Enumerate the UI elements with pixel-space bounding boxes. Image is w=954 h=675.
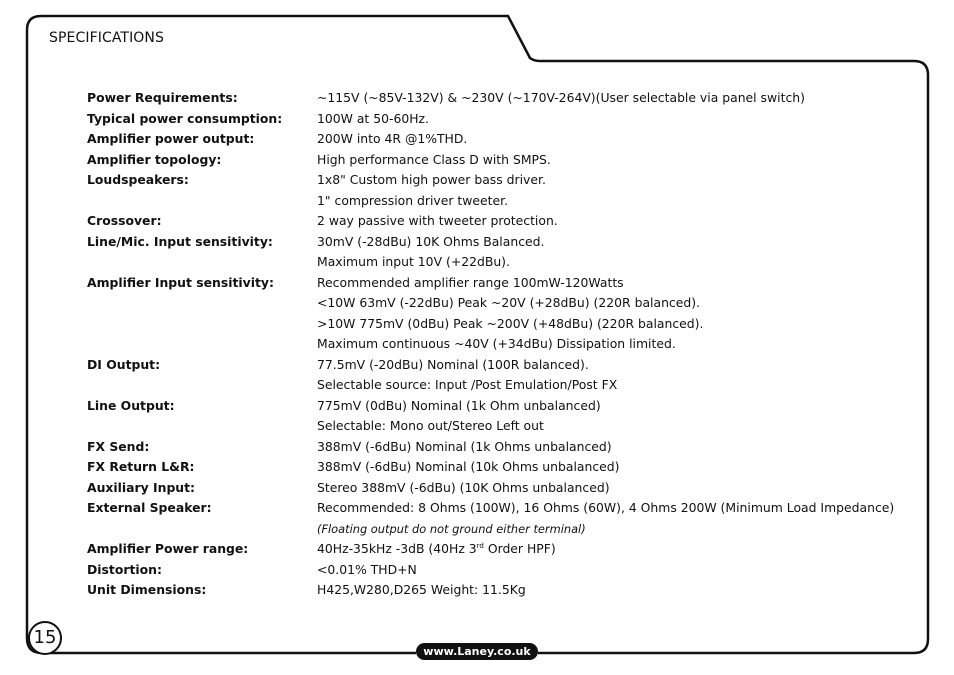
spec-label: Amplifier topology:: [87, 151, 222, 167]
spec-row: [87, 519, 907, 540]
spec-value: 388mV (-6dBu) Nominal (10k Ohms unbalanced): [317, 459, 620, 474]
spec-row: [87, 211, 907, 232]
spec-label: Crossover:: [87, 213, 162, 228]
spec-row: [87, 334, 907, 355]
spec-label: External Speaker:: [87, 500, 212, 515]
spec-value: ~115V (~85V-132V) & ~230V (~170V-264V)(User selectable via panel switch): [317, 90, 805, 105]
spec-label: Typical power consumption:: [87, 110, 283, 126]
spec-label: Distortion:: [87, 561, 162, 577]
spec-value: 30mV (-28dBu) 10K Ohms Balanced.: [317, 233, 545, 249]
spec-value: 77.5mV (-20dBu) Nominal (100R balanced).: [317, 356, 589, 372]
spec-row: [87, 129, 907, 150]
spec-row: [87, 191, 907, 212]
spec-value: Maximum input 10V (+22dBu).: [317, 254, 510, 269]
spec-label: DI Output:: [87, 356, 161, 372]
spec-row: [87, 252, 907, 273]
spec-value: Selectable: Mono out/Stereo Left out: [317, 418, 544, 433]
spec-row: [87, 437, 907, 458]
spec-value: H425,W280,D265 Weight: 11.5Kg: [317, 582, 526, 597]
spec-row: [87, 375, 907, 396]
spec-row: [87, 293, 907, 314]
page-title: SPECIFICATIONS: [49, 30, 164, 46]
spec-value: (Floating output do not ground either terminal): [317, 521, 586, 536]
spec-value-text-after: Order HPF): [483, 541, 556, 556]
spec-value: 775mV (0dBu) Nominal (1k Ohm unbalanced): [317, 397, 601, 413]
spec-row: [87, 478, 907, 499]
spec-label: Auxiliary Input:: [87, 479, 196, 495]
spec-row: [87, 498, 907, 519]
spec-value: Selectable source: Input /Post Emulation/Post FX: [317, 377, 618, 392]
spec-label: Amplifier power output:: [87, 131, 255, 146]
spec-label: Amplifier Input sensitivity:: [87, 274, 274, 290]
spec-value-superscript: rd: [476, 541, 484, 550]
spec-value: Stereo 388mV (-6dBu) (10K Ohms unbalanced): [317, 479, 610, 495]
spec-label: Unit Dimensions:: [87, 582, 207, 597]
spec-value: Recommended: 8 Ohms (100W), 16 Ohms (60W), 4 Ohms 200W (Minimum Load Impedance): [317, 500, 895, 515]
spec-row: [87, 109, 907, 130]
spec-row: [87, 580, 907, 601]
spec-label: Power Requirements:: [87, 90, 238, 105]
spec-value: <0.01% THD+N: [317, 561, 417, 577]
spec-label: Line Output:: [87, 397, 175, 413]
specifications-list: [87, 88, 907, 601]
spec-label: FX Send:: [87, 438, 150, 454]
spec-row: [87, 560, 907, 581]
spec-value: 100W at 50-60Hz.: [317, 110, 429, 126]
spec-value-text: 40Hz-35kHz -3dB (40Hz 3: [317, 541, 477, 556]
spec-value: <10W 63mV (-22dBu) Peak ~20V (+28dBu) (220R balanced).: [317, 295, 701, 310]
spec-row: [87, 273, 907, 294]
spec-row: [87, 416, 907, 437]
spec-value: 1" compression driver tweeter.: [317, 192, 509, 208]
spec-label: Amplifier Power range:: [87, 541, 249, 556]
spec-value: 2 way passive with tweeter protection.: [317, 213, 558, 228]
spec-value: 388mV (-6dBu) Nominal (1k Ohms unbalanced): [317, 438, 612, 454]
spec-label: Line/Mic. Input sensitivity:: [87, 233, 273, 249]
spec-row: [87, 539, 907, 560]
spec-value: >10W 775mV (0dBu) Peak ~200V (+48dBu) (220R balanced).: [317, 315, 704, 331]
spec-row: [87, 355, 907, 376]
spec-row: [87, 88, 907, 109]
spec-value: 1x8" Custom high power bass driver.: [317, 172, 546, 187]
spec-value: Recommended amplifier range 100mW-120Watts: [317, 274, 624, 290]
spec-row: [87, 170, 907, 191]
spec-row: [87, 232, 907, 253]
website-badge: www.Laney.co.uk: [416, 643, 538, 660]
spec-row: [87, 457, 907, 478]
spec-value: Maximum continuous ~40V (+34dBu) Dissipation limited.: [317, 336, 676, 351]
spec-value: [317, 539, 556, 559]
spec-label: FX Return L&R:: [87, 459, 195, 474]
spec-row: [87, 150, 907, 171]
spec-value: 200W into 4R @1%THD.: [317, 131, 468, 146]
spec-row: [87, 396, 907, 417]
spec-row: [87, 314, 907, 335]
spec-value: High performance Class D with SMPS.: [317, 151, 551, 167]
page-number: 15: [28, 621, 62, 655]
spec-label: Loudspeakers:: [87, 172, 189, 187]
